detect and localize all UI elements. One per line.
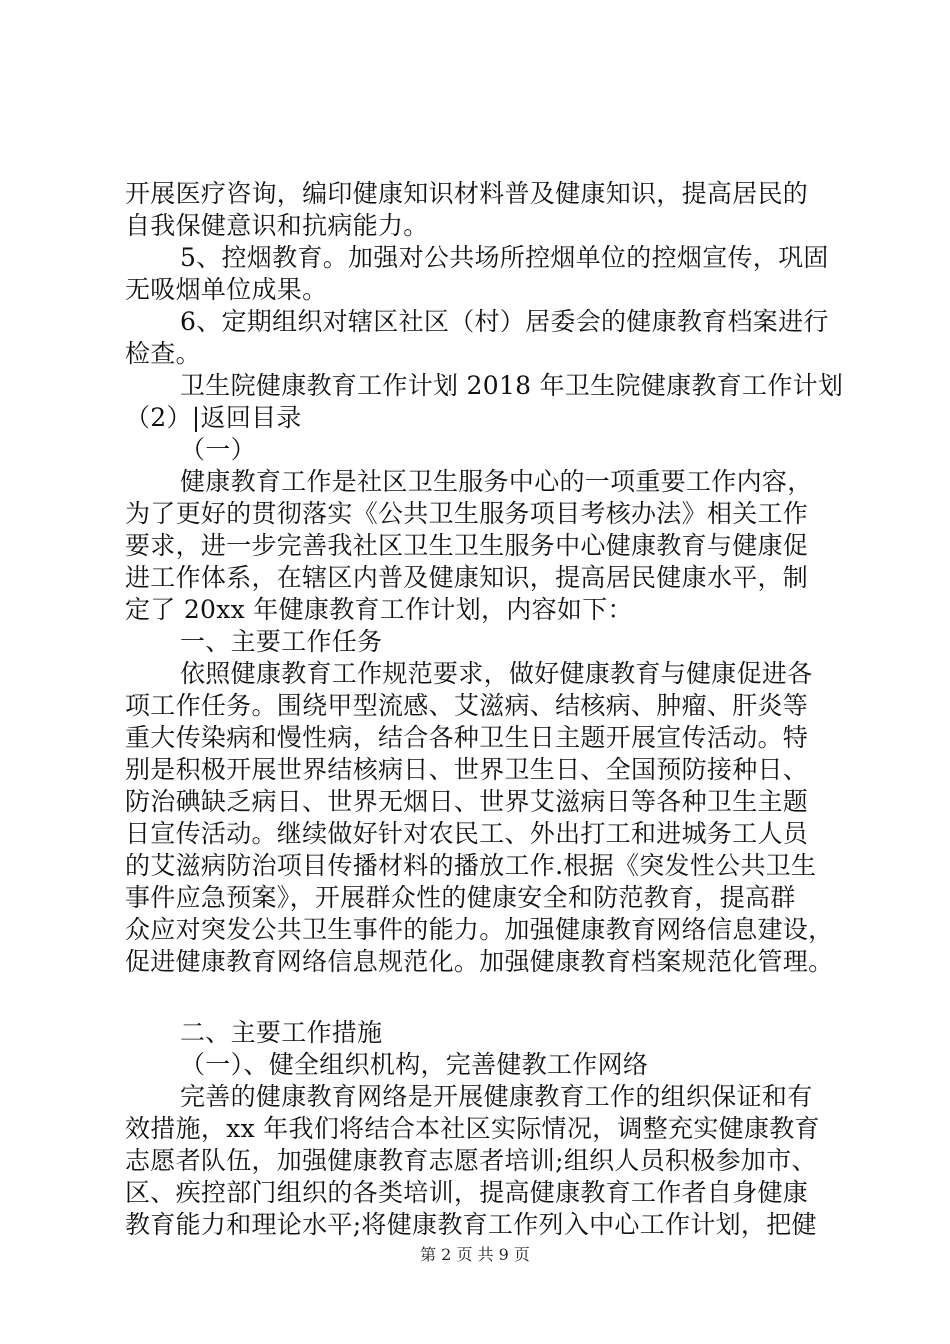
text-line: 促进健康教育网络信息规范化。加强健康教育档案规范化管理。 (125, 947, 834, 976)
text-line: 6、定期组织对辖区社区（村）居委会的健康教育档案进行 (180, 307, 829, 336)
text-line: 开展医疗咨询，编印健康知识材料普及健康知识，提高居民的 (125, 179, 809, 208)
text-line: 5、控烟教育。加强对公共场所控烟单位的控烟宣传，巩固 (180, 243, 829, 272)
text-line: 健康教育工作是社区卫生服务中心的一项重要工作内容， (180, 467, 813, 496)
text-line: 自我保健意识和抗病能力。 (125, 211, 429, 240)
text-line: 进工作体系，在辖区内普及健康知识，提高居民健康水平，制 (125, 563, 809, 592)
text-line: 为了更好的贯彻落实《公共卫生服务项目考核办法》相关工作 (125, 499, 809, 528)
section-heading: 二、主要工作措施 (180, 1018, 383, 1047)
section-heading: 一、主要工作任务 (180, 627, 383, 656)
text-line: 众应对突发公共卫生事件的能力。加强健康教育网络信息建设， (125, 915, 834, 944)
text-line: 日宣传活动。继续做好针对农民工、外出打工和进城务工人员 (125, 819, 809, 848)
text-line: 要求，进一步完善我社区卫生卫生服务中心健康教育与健康促 (125, 531, 809, 560)
text-line: 的艾滋病防治项目传播材料的播放工作.根据《突发性公共卫生 (125, 851, 817, 880)
text-line: 志愿者队伍，加强健康教育志愿者培训;组织人员积极参加市、 (125, 1146, 817, 1175)
text-line: 定了 20xx 年健康教育工作计划，内容如下： (125, 595, 633, 624)
text-line: 教育能力和理论水平;将健康教育工作列入中心工作计划，把健 (125, 1210, 817, 1239)
text-line: 项工作任务。围绕甲型流感、艾滋病、结核病、肿瘤、肝炎等 (125, 691, 809, 720)
subsection-heading: （一）、健全组织机构，完善健教工作网络 (180, 1050, 649, 1079)
subsection-heading: （一） (180, 435, 256, 464)
return-to-toc-link[interactable]: （2）|返回目录 (125, 403, 302, 432)
text-line: 检查。 (125, 339, 201, 368)
text-line: 事件应急预案》，开展群众性的健康安全和防范教育，提高群 (125, 883, 796, 912)
text-line: 完善的健康教育网络是开展健康教育工作的组织保证和有 (180, 1082, 813, 1111)
text-line: 别是积极开展世界结核病日、世界卫生日、全国预防接种日、 (125, 755, 809, 784)
text-line: 依照健康教育工作规范要求，做好健康教育与健康促进各 (180, 659, 813, 688)
text-line: 效措施，xx 年我们将结合本社区实际情况，调整充实健康教育 (125, 1114, 820, 1143)
text-line: 区、疾控部门组织的各类培训，提高健康教育工作者自身健康 (125, 1178, 809, 1207)
text-line: 防治碘缺乏病日、世界无烟日、世界艾滋病日等各种卫生主题 (125, 787, 809, 816)
text-line: 重大传染病和慢性病，结合各种卫生日主题开展宣传活动。特 (125, 723, 809, 752)
text-line: 无吸烟单位成果。 (125, 275, 328, 304)
section-title-line: 卫生院健康教育工作计划 2018 年卫生院健康教育工作计划 (180, 371, 844, 400)
page-number-footer: 第 2 页 共 9 页 (420, 1245, 530, 1264)
